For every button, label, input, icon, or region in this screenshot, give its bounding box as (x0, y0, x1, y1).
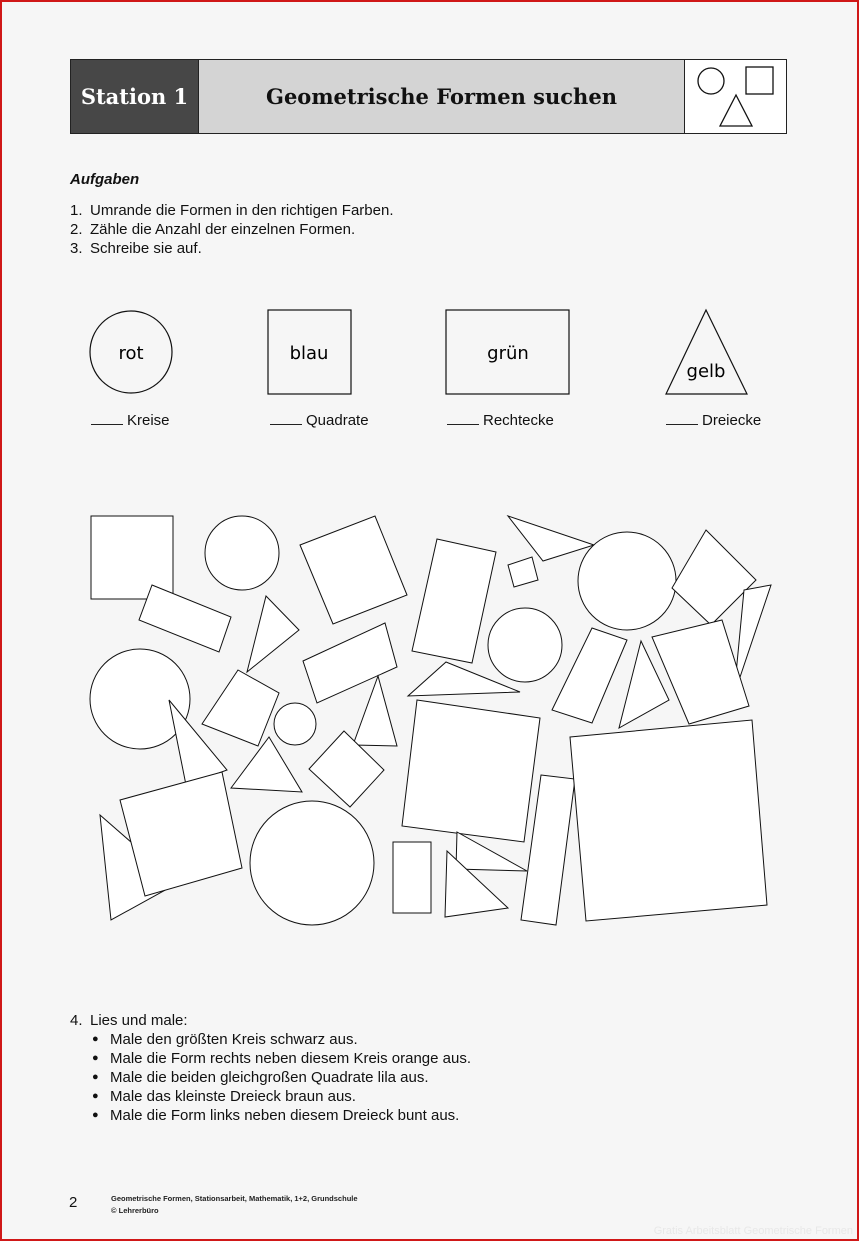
task-item: 3. Schreibe sie auf. (70, 240, 202, 257)
section-heading: Aufgaben (70, 171, 140, 188)
triangle-shape[interactable] (508, 516, 594, 561)
circle-shape[interactable] (578, 532, 676, 630)
count-label-dreiecke: Dreiecke (666, 412, 761, 429)
page-number: 2 (69, 1194, 78, 1211)
count-label-kreise: Kreise (91, 412, 170, 429)
square-shape[interactable] (300, 516, 407, 624)
legend-color-gruen: grün (487, 343, 529, 364)
legend-color-rot: rot (118, 343, 144, 364)
rectangle-shape[interactable] (393, 842, 431, 913)
task-4-item: ● Male das kleinste Dreieck braun aus. (90, 1087, 471, 1106)
circle-shape[interactable] (488, 608, 562, 682)
watermark: Gratis Arbeitsblatt Geometrische Formen (653, 1225, 853, 1237)
count-label-quadrate: Quadrate (270, 412, 369, 429)
worksheet-title: Geometrische Formen suchen (199, 60, 685, 133)
footer-copyright: © Lehrerbüro (111, 1206, 159, 1215)
circle-shape[interactable] (90, 649, 190, 749)
legend-color-gelb: gelb (686, 361, 726, 382)
task-4-title: Lies und male: (90, 1012, 188, 1029)
triangle-shape[interactable] (353, 676, 397, 746)
circle-shape[interactable] (205, 516, 279, 590)
task-item: 1. Umrande die Formen in den richtigen Farben. (70, 202, 394, 219)
footer-credits (111, 1193, 358, 1217)
task-4-item: ● Male die beiden gleichgroßen Quadrate lila aus. (90, 1068, 471, 1087)
triangle-shape[interactable] (231, 737, 302, 792)
count-label-rechtecke: Rechtecke (447, 412, 554, 429)
task-4 (70, 1011, 471, 1125)
square-shape[interactable] (202, 670, 279, 746)
task-4-number: 4. (70, 1012, 83, 1029)
circle-shape[interactable] (250, 801, 374, 925)
rectangle-shape[interactable] (552, 628, 627, 723)
task-4-item: ● Male die Form rechts neben diesem Kreis orange aus. (90, 1049, 471, 1068)
square-shape[interactable] (508, 557, 538, 587)
square-shape[interactable] (91, 516, 173, 599)
task-4-list (70, 1030, 471, 1125)
rectangle-shape[interactable] (139, 585, 231, 652)
task-item: 2. Zähle die Anzahl der einzelnen Formen. (70, 221, 356, 238)
station-label: Station 1 (71, 60, 199, 133)
square-shape[interactable] (570, 720, 767, 921)
triangle-shape[interactable] (247, 596, 299, 672)
rectangle-shape[interactable] (303, 623, 397, 703)
square-shape[interactable] (402, 700, 540, 842)
circle-shape[interactable] (274, 703, 316, 745)
rectangle-shape[interactable] (412, 539, 496, 663)
square-shape[interactable] (652, 620, 749, 724)
task-4-item: ● Male den größten Kreis schwarz aus. (90, 1030, 471, 1049)
legend-color-blau: blau (289, 343, 329, 364)
task-4-item: ● Male die Form links neben diesem Dreieck bunt aus. (90, 1106, 471, 1125)
footer-line: Geometrische Formen, Stationsarbeit, Mathematik, 1+2, Grundschule (111, 1194, 358, 1203)
